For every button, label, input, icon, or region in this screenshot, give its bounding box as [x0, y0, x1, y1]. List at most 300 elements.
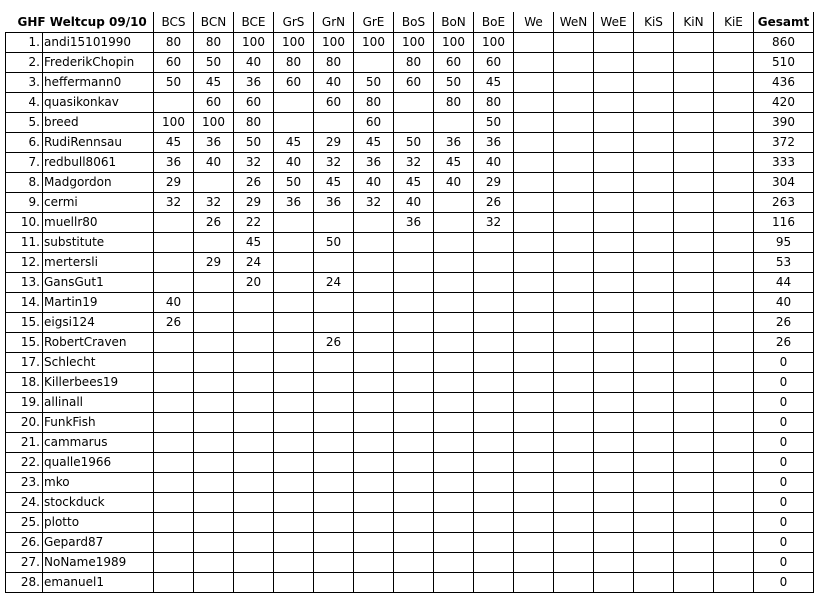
- score-cell-boe: 40: [474, 153, 514, 173]
- column-header-kis: KiS: [634, 12, 674, 33]
- score-cell-boe: 80: [474, 93, 514, 113]
- score-cell-boe: [474, 333, 514, 353]
- score-cell-kis: [634, 313, 674, 333]
- table-row: [6, 253, 814, 273]
- score-cell-kin: [674, 513, 714, 533]
- score-cell-kin: [674, 493, 714, 513]
- score-cell-kie: [714, 313, 754, 333]
- score-cell-we: [514, 193, 554, 213]
- score-cell-bos: [394, 313, 434, 333]
- score-cell-kis: [634, 273, 674, 293]
- column-header-boe: BoE: [474, 12, 514, 33]
- table-row: [6, 233, 814, 253]
- total-cell: 0: [754, 433, 814, 453]
- score-cell-kin: [674, 53, 714, 73]
- score-cell-bce: 36: [234, 73, 274, 93]
- score-cell-kie: [714, 473, 754, 493]
- score-cell-kis: [634, 113, 674, 133]
- score-cell-kie: [714, 133, 754, 153]
- score-cell-we: [514, 473, 554, 493]
- score-cell-gre: 40: [354, 173, 394, 193]
- score-cell-wee: [594, 413, 634, 433]
- score-cell-wen: [554, 153, 594, 173]
- score-cell-kin: [674, 113, 714, 133]
- score-cell-wee: [594, 113, 634, 133]
- score-cell-bce: 29: [234, 193, 274, 213]
- score-cell-grs: [274, 113, 314, 133]
- score-cell-bcs: 26: [154, 313, 194, 333]
- score-cell-grs: [274, 313, 314, 333]
- score-cell-bos: 45: [394, 173, 434, 193]
- column-header-gesamt: Gesamt: [754, 12, 814, 33]
- rank-cell: 5.: [6, 113, 43, 133]
- score-cell-we: [514, 233, 554, 253]
- score-cell-bcs: [154, 473, 194, 493]
- score-cell-wen: [554, 453, 594, 473]
- score-cell-bce: [234, 333, 274, 353]
- player-name-cell: cammarus: [43, 433, 154, 453]
- score-cell-grn: [314, 313, 354, 333]
- total-cell: 333: [754, 153, 814, 173]
- score-cell-bcn: 45: [194, 73, 234, 93]
- score-cell-boe: 32: [474, 213, 514, 233]
- score-cell-bcs: 60: [154, 53, 194, 73]
- total-cell: 26: [754, 333, 814, 353]
- score-cell-gre: [354, 493, 394, 513]
- score-cell-gre: [354, 413, 394, 433]
- score-cell-kie: [714, 253, 754, 273]
- score-cell-we: [514, 113, 554, 133]
- score-cell-we: [514, 533, 554, 553]
- score-cell-kie: [714, 433, 754, 453]
- score-cell-grs: [274, 293, 314, 313]
- score-cell-wen: [554, 473, 594, 493]
- score-cell-bos: 40: [394, 193, 434, 213]
- score-cell-bce: [234, 453, 274, 473]
- column-header-bcn: BCN: [194, 12, 234, 33]
- player-name-cell: mko: [43, 473, 154, 493]
- score-cell-bce: [234, 353, 274, 373]
- score-cell-grs: 100: [274, 33, 314, 53]
- total-cell: 372: [754, 133, 814, 153]
- score-cell-bcs: [154, 213, 194, 233]
- table-row: [6, 473, 814, 493]
- score-cell-we: [514, 413, 554, 433]
- column-header-bce: BCE: [234, 12, 274, 33]
- score-cell-wee: [594, 73, 634, 93]
- score-cell-bcn: [194, 273, 234, 293]
- score-cell-kin: [674, 153, 714, 173]
- score-cell-bos: 32: [394, 153, 434, 173]
- score-cell-wee: [594, 373, 634, 393]
- score-cell-boe: [474, 233, 514, 253]
- score-cell-bcs: [154, 513, 194, 533]
- score-cell-kin: [674, 73, 714, 93]
- player-name-cell: breed: [43, 113, 154, 133]
- score-cell-kin: [674, 273, 714, 293]
- score-cell-bon: [434, 293, 474, 313]
- table-row: [6, 273, 814, 293]
- score-cell-we: [514, 73, 554, 93]
- score-cell-boe: [474, 273, 514, 293]
- score-cell-bce: [234, 373, 274, 393]
- score-cell-bos: [394, 553, 434, 573]
- score-cell-grn: 60: [314, 93, 354, 113]
- score-cell-boe: [474, 373, 514, 393]
- score-cell-kie: [714, 573, 754, 593]
- score-cell-we: [514, 573, 554, 593]
- score-cell-grn: [314, 373, 354, 393]
- score-cell-bce: 100: [234, 33, 274, 53]
- score-cell-bce: 32: [234, 153, 274, 173]
- score-cell-wee: [594, 293, 634, 313]
- score-cell-kis: [634, 533, 674, 553]
- score-cell-wee: [594, 33, 634, 53]
- score-cell-kin: [674, 253, 714, 273]
- score-cell-grn: [314, 433, 354, 453]
- player-name-cell: mertersli: [43, 253, 154, 273]
- score-cell-bcn: 50: [194, 53, 234, 73]
- score-cell-bon: [434, 113, 474, 133]
- rank-cell: 27.: [6, 553, 43, 573]
- score-cell-kin: [674, 193, 714, 213]
- rank-cell: 18.: [6, 373, 43, 393]
- score-cell-grs: 60: [274, 73, 314, 93]
- score-cell-bcs: [154, 553, 194, 573]
- rank-cell: 2.: [6, 53, 43, 73]
- score-cell-wee: [594, 153, 634, 173]
- score-cell-grn: [314, 533, 354, 553]
- score-cell-bon: [434, 373, 474, 393]
- score-cell-kie: [714, 33, 754, 53]
- score-cell-bcn: [194, 313, 234, 333]
- score-cell-bon: [434, 333, 474, 353]
- score-cell-wen: [554, 433, 594, 453]
- score-cell-kin: [674, 33, 714, 53]
- player-name-cell: eigsi124: [43, 313, 154, 333]
- score-cell-grn: [314, 513, 354, 533]
- rank-cell: 9.: [6, 193, 43, 213]
- score-cell-wen: [554, 493, 594, 513]
- score-cell-boe: 60: [474, 53, 514, 73]
- score-cell-boe: [474, 553, 514, 573]
- score-cell-bcn: [194, 233, 234, 253]
- score-cell-bon: [434, 453, 474, 473]
- score-cell-bcn: 26: [194, 213, 234, 233]
- score-cell-wee: [594, 493, 634, 513]
- score-cell-grn: 36: [314, 193, 354, 213]
- score-cell-bon: [434, 553, 474, 573]
- rank-cell: 22.: [6, 453, 43, 473]
- score-cell-bos: [394, 453, 434, 473]
- column-header-grn: GrN: [314, 12, 354, 33]
- score-cell-we: [514, 213, 554, 233]
- score-cell-kis: [634, 133, 674, 153]
- total-cell: 0: [754, 413, 814, 433]
- score-cell-bos: [394, 413, 434, 433]
- score-cell-kin: [674, 573, 714, 593]
- score-cell-wen: [554, 233, 594, 253]
- score-cell-we: [514, 553, 554, 573]
- score-cell-bos: [394, 233, 434, 253]
- score-cell-grs: [274, 453, 314, 473]
- score-cell-wen: [554, 333, 594, 353]
- score-cell-kie: [714, 213, 754, 233]
- table-row: [6, 513, 814, 533]
- score-cell-wee: [594, 333, 634, 353]
- score-cell-gre: [354, 233, 394, 253]
- score-cell-bon: 100: [434, 33, 474, 53]
- score-cell-wee: [594, 93, 634, 113]
- total-cell: 44: [754, 273, 814, 293]
- score-cell-gre: [354, 213, 394, 233]
- score-cell-kis: [634, 453, 674, 473]
- column-header-bon: BoN: [434, 12, 474, 33]
- rank-cell: 15.: [6, 313, 43, 333]
- score-cell-kis: [634, 413, 674, 433]
- score-cell-bon: [434, 413, 474, 433]
- table-row: [6, 373, 814, 393]
- score-cell-gre: [354, 293, 394, 313]
- score-cell-we: [514, 173, 554, 193]
- score-cell-grs: [274, 513, 314, 533]
- score-cell-bos: 80: [394, 53, 434, 73]
- table-row: [6, 533, 814, 553]
- player-name-cell: qualle1966: [43, 453, 154, 473]
- total-cell: 0: [754, 393, 814, 413]
- score-cell-bon: [434, 473, 474, 493]
- score-cell-gre: [354, 253, 394, 273]
- rank-cell: 17.: [6, 353, 43, 373]
- score-cell-kie: [714, 273, 754, 293]
- score-cell-bce: 22: [234, 213, 274, 233]
- score-cell-kin: [674, 93, 714, 113]
- score-cell-we: [514, 273, 554, 293]
- score-cell-bcs: 50: [154, 73, 194, 93]
- score-cell-gre: [354, 573, 394, 593]
- score-cell-we: [514, 433, 554, 453]
- total-cell: 0: [754, 553, 814, 573]
- score-cell-wen: [554, 33, 594, 53]
- ranking-table: [5, 12, 814, 593]
- score-cell-bcn: [194, 573, 234, 593]
- score-cell-kis: [634, 253, 674, 273]
- score-cell-bcn: [194, 553, 234, 573]
- score-cell-kin: [674, 393, 714, 413]
- score-cell-bcn: 80: [194, 33, 234, 53]
- score-cell-boe: [474, 533, 514, 553]
- score-cell-bcn: 100: [194, 113, 234, 133]
- score-cell-bon: 36: [434, 133, 474, 153]
- score-cell-we: [514, 53, 554, 73]
- score-cell-kie: [714, 453, 754, 473]
- score-cell-wee: [594, 133, 634, 153]
- rank-cell: 24.: [6, 493, 43, 513]
- table-row: [6, 333, 814, 353]
- score-cell-wen: [554, 113, 594, 133]
- rank-cell: 21.: [6, 433, 43, 453]
- score-cell-bos: 36: [394, 213, 434, 233]
- score-cell-bce: [234, 413, 274, 433]
- score-cell-bon: [434, 393, 474, 413]
- score-cell-grn: 80: [314, 53, 354, 73]
- score-cell-bcs: [154, 353, 194, 373]
- score-cell-wen: [554, 173, 594, 193]
- score-cell-gre: [354, 553, 394, 573]
- score-cell-boe: [474, 433, 514, 453]
- score-cell-kie: [714, 93, 754, 113]
- score-cell-bos: [394, 473, 434, 493]
- score-cell-grn: [314, 253, 354, 273]
- score-cell-bcs: [154, 413, 194, 433]
- score-cell-we: [514, 373, 554, 393]
- column-header-grs: GrS: [274, 12, 314, 33]
- score-cell-kie: [714, 353, 754, 373]
- score-cell-grn: 50: [314, 233, 354, 253]
- score-cell-boe: [474, 453, 514, 473]
- total-cell: 0: [754, 493, 814, 513]
- score-cell-grs: 80: [274, 53, 314, 73]
- score-cell-boe: [474, 473, 514, 493]
- rank-cell: 8.: [6, 173, 43, 193]
- score-cell-we: [514, 453, 554, 473]
- rank-cell: 25.: [6, 513, 43, 533]
- score-cell-kin: [674, 293, 714, 313]
- score-cell-bce: [234, 533, 274, 553]
- score-cell-bon: [434, 233, 474, 253]
- table-row: [6, 213, 814, 233]
- score-cell-kie: [714, 173, 754, 193]
- score-cell-bos: [394, 353, 434, 373]
- score-cell-bcn: [194, 453, 234, 473]
- player-name-cell: GansGut1: [43, 273, 154, 293]
- score-cell-grn: [314, 213, 354, 233]
- score-cell-wen: [554, 273, 594, 293]
- score-cell-kin: [674, 133, 714, 153]
- score-cell-kin: [674, 453, 714, 473]
- score-cell-gre: [354, 433, 394, 453]
- table-row: [6, 193, 814, 213]
- table-row: [6, 353, 814, 373]
- score-cell-bcs: [154, 273, 194, 293]
- score-cell-grn: 45: [314, 173, 354, 193]
- score-cell-kis: [634, 53, 674, 73]
- score-cell-bce: 40: [234, 53, 274, 73]
- player-name-cell: cermi: [43, 193, 154, 213]
- score-cell-bcn: 32: [194, 193, 234, 213]
- score-cell-bce: [234, 573, 274, 593]
- score-cell-bcs: 32: [154, 193, 194, 213]
- score-cell-wen: [554, 393, 594, 413]
- score-cell-kin: [674, 353, 714, 373]
- total-cell: 510: [754, 53, 814, 73]
- score-cell-kin: [674, 233, 714, 253]
- column-header-wen: WeN: [554, 12, 594, 33]
- score-cell-bce: [234, 433, 274, 453]
- score-cell-kie: [714, 333, 754, 353]
- score-cell-bce: [234, 393, 274, 413]
- score-cell-boe: [474, 353, 514, 373]
- score-cell-kis: [634, 93, 674, 113]
- score-cell-bos: [394, 513, 434, 533]
- score-cell-grn: 26: [314, 333, 354, 353]
- score-cell-bce: [234, 293, 274, 313]
- score-cell-kin: [674, 533, 714, 553]
- score-cell-bcs: 80: [154, 33, 194, 53]
- score-cell-we: [514, 313, 554, 333]
- score-cell-wen: [554, 133, 594, 153]
- score-cell-bon: [434, 213, 474, 233]
- score-cell-bcs: 100: [154, 113, 194, 133]
- score-cell-grs: [274, 433, 314, 453]
- score-cell-grs: 50: [274, 173, 314, 193]
- score-cell-we: [514, 353, 554, 373]
- score-cell-wen: [554, 253, 594, 273]
- score-cell-kin: [674, 213, 714, 233]
- score-cell-bce: [234, 473, 274, 493]
- total-cell: 436: [754, 73, 814, 93]
- score-cell-gre: [354, 53, 394, 73]
- player-name-cell: muellr80: [43, 213, 154, 233]
- score-cell-wen: [554, 73, 594, 93]
- score-cell-grs: 40: [274, 153, 314, 173]
- score-cell-kie: [714, 293, 754, 313]
- score-cell-we: [514, 253, 554, 273]
- rank-cell: 1.: [6, 33, 43, 53]
- table-row: [6, 33, 814, 53]
- score-cell-bce: 26: [234, 173, 274, 193]
- score-cell-wen: [554, 53, 594, 73]
- score-cell-bcs: [154, 253, 194, 273]
- score-cell-bon: [434, 533, 474, 553]
- score-cell-gre: [354, 273, 394, 293]
- player-name-cell: RobertCraven: [43, 333, 154, 353]
- rank-cell: 13.: [6, 273, 43, 293]
- score-cell-bos: [394, 533, 434, 553]
- score-cell-kis: [634, 473, 674, 493]
- score-cell-kin: [674, 333, 714, 353]
- score-cell-wen: [554, 513, 594, 533]
- score-cell-bos: [394, 493, 434, 513]
- rank-cell: 3.: [6, 73, 43, 93]
- score-cell-bcs: [154, 453, 194, 473]
- score-cell-kin: [674, 313, 714, 333]
- score-cell-bcs: [154, 533, 194, 553]
- score-cell-bcs: [154, 493, 194, 513]
- score-cell-bcn: 60: [194, 93, 234, 113]
- score-cell-we: [514, 333, 554, 353]
- score-cell-bon: 80: [434, 93, 474, 113]
- score-cell-boe: [474, 413, 514, 433]
- score-cell-grs: 36: [274, 193, 314, 213]
- score-cell-bce: 80: [234, 113, 274, 133]
- table-row: [6, 133, 814, 153]
- score-cell-kis: [634, 293, 674, 313]
- table-row: [6, 433, 814, 453]
- score-cell-wee: [594, 213, 634, 233]
- score-cell-bos: [394, 433, 434, 453]
- score-cell-grs: 45: [274, 133, 314, 153]
- score-cell-we: [514, 293, 554, 313]
- total-cell: 304: [754, 173, 814, 193]
- score-cell-boe: [474, 253, 514, 273]
- score-cell-wen: [554, 193, 594, 213]
- player-name-cell: allinall: [43, 393, 154, 413]
- total-cell: 860: [754, 33, 814, 53]
- score-cell-kie: [714, 493, 754, 513]
- score-cell-bce: [234, 313, 274, 333]
- score-cell-boe: [474, 573, 514, 593]
